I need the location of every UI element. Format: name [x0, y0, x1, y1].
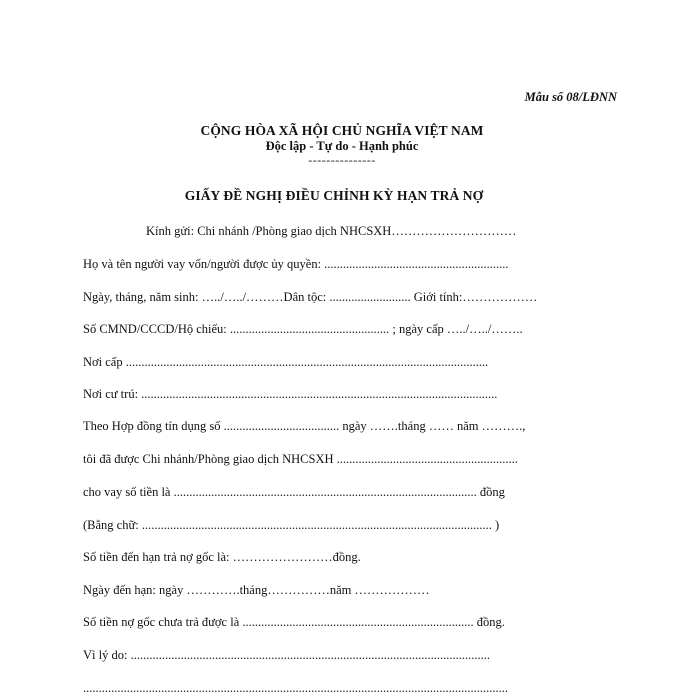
field-reason-continued: ........................................................................................................................................ — [83, 681, 508, 695]
form-code: Mẫu số 08/LĐNN — [524, 90, 617, 104]
nation-name: CỘNG HÒA XÃ HỘI CHỦ NGHĨA VIỆT NAM — [200, 123, 484, 138]
field-place-of-issue: Nơi cấp .................................................................................................................... — [83, 355, 489, 369]
national-motto: Độc lập - Tự do - Hạnh phúc — [265, 139, 419, 153]
field-unpaid-principal: Số tiền nợ gốc chưa trả được là .......................................................................... đồng. — [83, 615, 505, 629]
field-branch: tôi đã được Chi nhánh/Phòng giao dịch NHCSXH .......................................................... — [83, 452, 518, 466]
field-loan-amount: cho vay số tiền là ................................................................................................. đồng — [83, 485, 505, 499]
field-id-number: Số CMND/CCCD/Hộ chiếu: ................................................... ; ngày cấp …../…../…….. — [83, 322, 523, 336]
document-title: GIẤY ĐỀ NGHỊ ĐIỀU CHỈNH KỲ HẠN TRẢ NỢ — [184, 188, 484, 203]
header-divider: --------------- — [308, 153, 376, 167]
field-credit-contract: Theo Hợp đồng tín dụng số ..................................... ngày …….tháng …… năm ………., — [83, 419, 526, 433]
field-reason: Vì lý do: ................................................................................................................... — [83, 648, 490, 662]
addressee-line: Kính gửi: Chi nhánh /Phòng giao dịch NHCSXH………………………… — [146, 224, 517, 238]
field-borrower-name: Họ và tên người vay vốn/người được ủy quyền: ........................................................... — [83, 257, 509, 271]
national-header — [0, 123, 700, 166]
field-residence: Nơi cư trú: .................................................................................................................. — [83, 387, 498, 401]
field-amount-in-words: (Bằng chữ: ................................................................................................................ ) — [83, 518, 500, 532]
field-due-principal: Số tiền đến hạn trả nợ gốc là: ……………………đồng. — [83, 550, 361, 564]
field-birth-ethnicity-gender: Ngày, tháng, năm sinh: …../…../………Dân tộc: .......................... Giới tính:……………… — [83, 290, 538, 304]
field-due-date: Ngày đến hạn: ngày ………….tháng……………năm ……………… — [83, 583, 430, 597]
